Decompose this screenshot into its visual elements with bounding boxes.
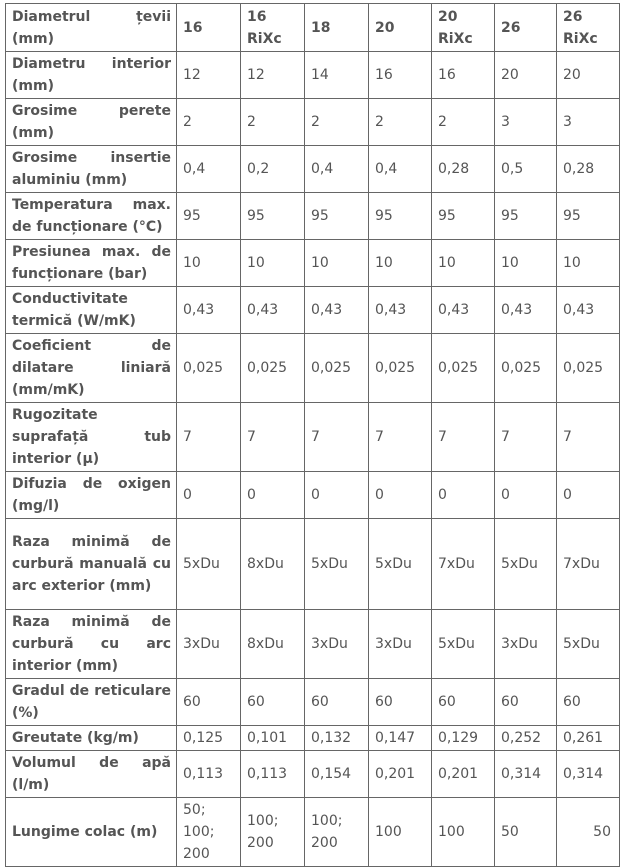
header-cell: 16: [177, 4, 241, 52]
header-cell: 18: [305, 4, 369, 52]
table-cell: 7xDu: [432, 519, 495, 610]
table-cell: 60: [177, 679, 241, 726]
table-cell: 95: [557, 193, 620, 240]
header-cell: 20 RiXc: [432, 4, 495, 52]
table-cell: 100; 200: [241, 798, 305, 867]
table-cell: 7: [495, 403, 557, 472]
header-cell: 16 RiXc: [241, 4, 305, 52]
table-cell: 60: [495, 679, 557, 726]
table-cell: 0,43: [369, 287, 432, 334]
table-cell: 7: [432, 403, 495, 472]
header-label-cell: Diametrul țevii (mm): [6, 4, 177, 52]
table-cell: 50; 100; 200: [177, 798, 241, 867]
table-cell: 60: [241, 679, 305, 726]
table-header-row: [6, 4, 620, 52]
table-cell: 0: [177, 472, 241, 519]
table-cell: 14: [305, 52, 369, 99]
table-cell: 8xDu: [241, 519, 305, 610]
table-row: [6, 193, 620, 240]
table-cell: 7: [369, 403, 432, 472]
row-label: Grosime perete (mm): [6, 99, 177, 146]
table-row: [6, 610, 620, 679]
table-cell: 2: [432, 99, 495, 146]
table-cell: 5xDu: [557, 610, 620, 679]
table-cell: 50: [557, 798, 620, 867]
table-row: [6, 403, 620, 472]
table-row: [6, 334, 620, 403]
table-cell: 0,28: [557, 146, 620, 193]
table-cell: 100; 200: [305, 798, 369, 867]
table-cell: 0,43: [241, 287, 305, 334]
table-cell: 10: [557, 240, 620, 287]
table-cell: 7: [557, 403, 620, 472]
specifications-table: [5, 3, 620, 867]
table-cell: 0,314: [495, 751, 557, 798]
table-cell: 16: [369, 52, 432, 99]
table-cell: 0,025: [241, 334, 305, 403]
table-cell: 3: [557, 99, 620, 146]
table-row: [6, 751, 620, 798]
table-cell: 5xDu: [432, 610, 495, 679]
table-cell: 0: [432, 472, 495, 519]
table-cell: 60: [369, 679, 432, 726]
table-cell: 7xDu: [557, 519, 620, 610]
table-cell: 7: [241, 403, 305, 472]
table-row: [6, 472, 620, 519]
table-cell: 0: [305, 472, 369, 519]
table-row: [6, 287, 620, 334]
table-cell: 0: [495, 472, 557, 519]
table-cell: 5xDu: [177, 519, 241, 610]
table-cell: 0,025: [495, 334, 557, 403]
table-cell: 100: [369, 798, 432, 867]
row-label: Gradul de reticulare (%): [6, 679, 177, 726]
table-cell: 0,252: [495, 726, 557, 751]
table-cell: 3xDu: [305, 610, 369, 679]
table-cell: 5xDu: [369, 519, 432, 610]
table-cell: 0,2: [241, 146, 305, 193]
table-cell: 20: [557, 52, 620, 99]
table-cell: 0,113: [241, 751, 305, 798]
table-cell: 0,43: [495, 287, 557, 334]
table-cell: 0,147: [369, 726, 432, 751]
table-cell: 0,4: [369, 146, 432, 193]
header-cell: 26 RiXc: [557, 4, 620, 52]
table-cell: 20: [495, 52, 557, 99]
table-cell: 0,43: [305, 287, 369, 334]
table-cell: 0,113: [177, 751, 241, 798]
table-cell: 0,101: [241, 726, 305, 751]
table-cell: 0,4: [177, 146, 241, 193]
table-cell: 0,201: [432, 751, 495, 798]
table-cell: 0,201: [369, 751, 432, 798]
row-label: Lungime colac (m): [6, 798, 177, 867]
table-cell: 0,43: [432, 287, 495, 334]
table-cell: 0,132: [305, 726, 369, 751]
table-cell: 0,28: [432, 146, 495, 193]
table-cell: 100: [432, 798, 495, 867]
row-label: Volumul de apă (l/m): [6, 751, 177, 798]
table-cell: 10: [177, 240, 241, 287]
row-label: Presiunea max. de funcționare (bar): [6, 240, 177, 287]
row-label: Raza minimă de curbură manuală cu arc exterior (mm): [6, 519, 177, 610]
table-cell: 0,4: [305, 146, 369, 193]
row-label: Coeficient de dilatare liniară (mm/mK): [6, 334, 177, 403]
table-cell: 0,125: [177, 726, 241, 751]
table-cell: 60: [305, 679, 369, 726]
table-cell: 0,025: [432, 334, 495, 403]
table-cell: 10: [369, 240, 432, 287]
table-cell: 0,314: [557, 751, 620, 798]
table-cell: 3xDu: [177, 610, 241, 679]
table-cell: 0: [369, 472, 432, 519]
table-row: [6, 52, 620, 99]
table-cell: 0: [557, 472, 620, 519]
table-row: [6, 99, 620, 146]
table-cell: 0,025: [305, 334, 369, 403]
table-cell: 0,5: [495, 146, 557, 193]
table-cell: 0,154: [305, 751, 369, 798]
table-cell: 10: [495, 240, 557, 287]
table-cell: 16: [432, 52, 495, 99]
table-row: [6, 519, 620, 610]
table-row: [6, 146, 620, 193]
table-cell: 0,025: [557, 334, 620, 403]
table-cell: 0,43: [557, 287, 620, 334]
row-label: Conductivitate termică (W/mK): [6, 287, 177, 334]
table-cell: 10: [432, 240, 495, 287]
table-cell: 3xDu: [369, 610, 432, 679]
table-cell: 60: [432, 679, 495, 726]
table-cell: 10: [305, 240, 369, 287]
row-label: Diametru interior (mm): [6, 52, 177, 99]
row-label: Grosime insertie aluminiu (mm): [6, 146, 177, 193]
table-cell: 3xDu: [495, 610, 557, 679]
table-row: [6, 679, 620, 726]
table-cell: 0,025: [177, 334, 241, 403]
table-cell: 95: [495, 193, 557, 240]
table-cell: 3: [495, 99, 557, 146]
row-label: Greutate (kg/m): [6, 726, 177, 751]
table-cell: 95: [177, 193, 241, 240]
table-cell: 95: [305, 193, 369, 240]
table-cell: 2: [305, 99, 369, 146]
table-cell: 5xDu: [495, 519, 557, 610]
table-cell: 0: [241, 472, 305, 519]
row-label: Difuzia de oxigen (mg/l): [6, 472, 177, 519]
table-cell: 95: [432, 193, 495, 240]
table-cell: 2: [241, 99, 305, 146]
table-cell: 12: [241, 52, 305, 99]
table-cell: 95: [369, 193, 432, 240]
row-label: Temperatura max. de funcționare (°C): [6, 193, 177, 240]
table-cell: 7: [305, 403, 369, 472]
table-cell: 0,129: [432, 726, 495, 751]
table-cell: 0,261: [557, 726, 620, 751]
table-cell: 7: [177, 403, 241, 472]
table-cell: 10: [241, 240, 305, 287]
table-cell: 12: [177, 52, 241, 99]
header-cell: 20: [369, 4, 432, 52]
header-cell: 26: [495, 4, 557, 52]
table-row: [6, 240, 620, 287]
table-cell: 2: [369, 99, 432, 146]
table-cell: 95: [241, 193, 305, 240]
table-row: [6, 798, 620, 867]
table-cell: 8xDu: [241, 610, 305, 679]
table-cell: 2: [177, 99, 241, 146]
table-cell: 60: [557, 679, 620, 726]
row-label: Rugozitate suprafață tub interior (µ): [6, 403, 177, 472]
table-cell: 0,43: [177, 287, 241, 334]
table-cell: 0,025: [369, 334, 432, 403]
row-label: Raza minimă de curbură cu arc interior (mm): [6, 610, 177, 679]
table-cell: 50: [495, 798, 557, 867]
table-cell: 5xDu: [305, 519, 369, 610]
table-row: [6, 726, 620, 751]
